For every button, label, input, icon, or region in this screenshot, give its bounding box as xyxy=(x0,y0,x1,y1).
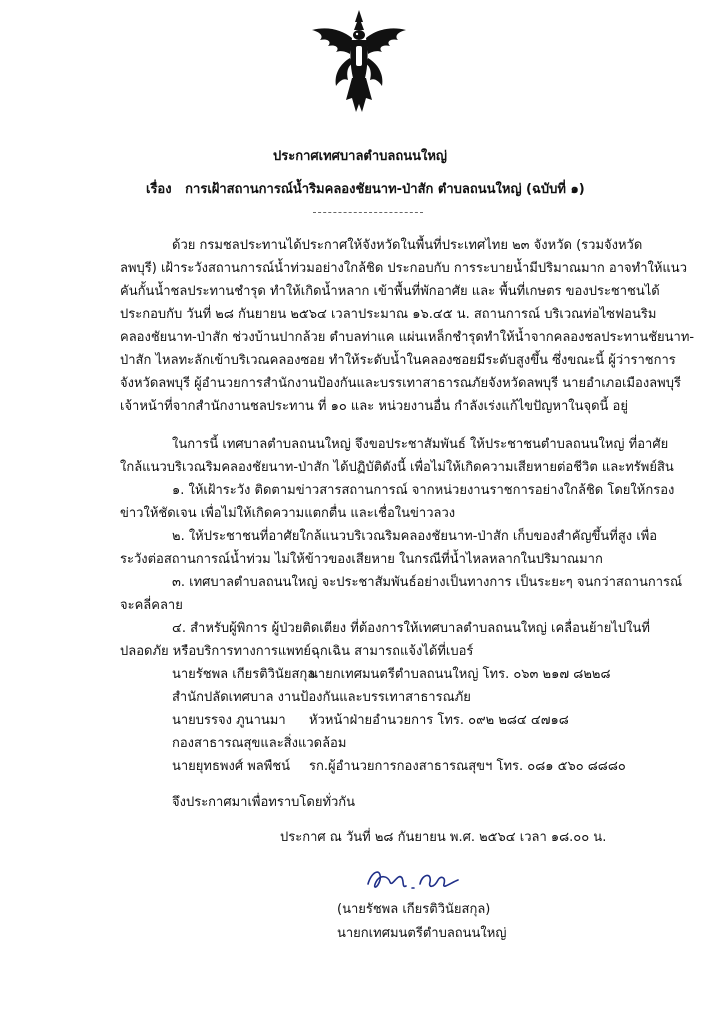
para1-line: ลพบุรี) เฝ้าระวังสถานการณ์น้ำท่วมอย่างใกล้ชิด ประกอบกับ การระบายน้ำมีปริมาณมาก อาจทำให้แนว xyxy=(120,261,687,276)
list-item: ข่าวให้ชัดเจน เพื่อไม่ให้เกิดความแตกตื่น และเชื่อในข่าวลวง xyxy=(120,506,456,521)
contact-org: กองสาธารณสุขและสิ่งแวดล้อม xyxy=(172,736,347,751)
contact-org: สำนักปลัดเทศบาล งานป้องกันและบรรเทาสาธารณภัย xyxy=(172,690,471,705)
para2-line: ใกล้แนวบริเวณริมคลองชัยนาท-ป่าสัก ได้ปฏิบัติดังนี้ เพื่อไม่ให้เกิดความเสียหายต่อชีวิต และทรัพย์สิน xyxy=(120,460,674,475)
para1-line: จังหวัดลพบุรี ผู้อำนวยการสำนักงานป้องกันและบรรเทาสาธารณภัยจังหวัดลพบุรี นายอำเภอเมืองลพบุรี xyxy=(120,376,681,391)
contact-name: นายยุทธพงศ์ พลพืชน์ xyxy=(172,759,291,774)
list-item: ระวังต่อสถานการณ์น้ำท่วม ไม่ให้ข้าวของเสียหาย ในกรณีที่น้ำไหลหลากในปริมาณมาก xyxy=(120,552,603,567)
list-item: ๑. ให้เฝ้าระวัง ติดตามข่าวสารสถานการณ์ จากหน่วยงานราชการอย่างใกล้ชิด โดยให้กรอง xyxy=(172,483,675,498)
contact-name: นายบรรจง ภูนานมา xyxy=(172,713,286,728)
signer-title: นายกเทศมนตรีตำบลถนนใหญ่ xyxy=(337,926,507,941)
signer-name: (นายรัชพล เกียรติวินัยสกุล) xyxy=(337,902,491,917)
announcement-date: ประกาศ ณ วันที่ ๒๘ กันยายน พ.ศ. ๒๕๖๔ เวลา ๑๘.๐๐ น. xyxy=(280,830,607,845)
page-title: ประกาศเทศบาลตำบลถนนใหญ่ xyxy=(272,149,448,164)
handwritten-signature xyxy=(362,862,472,896)
para1-line: เจ้าหน้าที่จากสำนักงานชลประทาน ที่ ๑๐ และ หน่วยงานอื่น กำลังเร่งแก้ไขปัญหาในจุดนี้ อยู่ xyxy=(120,399,628,414)
list-item: ๔. สำหรับผู้พิการ ผู้ป่วยติดเตียง ที่ต้องการให้เทศบาลตำบลถนนใหญ่ เคลื่อนย้ายไปในที่ xyxy=(172,621,650,636)
list-item: ๒. ให้ประชาชนที่อาศัยใกล้แนวบริเวณริมคลองชัยนาท-ป่าสัก เก็บของสำคัญขึ้นที่สูง เพื่อ xyxy=(172,529,658,544)
para1-line: ประกอบกับ วันที่ ๒๘ กันยายน ๒๕๖๔ เวลาประมาณ ๑๖.๔๕ น. สถานการณ์ บริเวณท่อไซฟอนริม xyxy=(120,307,657,322)
para1-line: คันกั้นน้ำชลประทานชำรุด ทำให้เกิดน้ำหลาก เข้าพื้นที่พักอาศัย และ พื้นที่เกษตร ของประชาชนได้ xyxy=(120,284,660,299)
subject-text: การเฝ้าสถานการณ์น้ำริมคลองชัยนาท-ป่าสัก ตำบลถนนใหญ่ (ฉบับที่ ๑) xyxy=(185,182,585,197)
list-item: จะคลี่คลาย xyxy=(120,598,183,613)
list-item: ปลอดภัย หรือบริการทางการแพทย์ฉุกเฉิน สามารถแจ้งได้ที่เบอร์ xyxy=(120,644,474,659)
subject-prefix: เรื่อง xyxy=(146,182,172,197)
para1-line: ด้วย กรมชลประทานได้ประกาศให้จังหวัดในพื้นที่ประเทศไทย ๒๓ จังหวัด (รวมจังหวัด xyxy=(172,238,643,253)
subject-line xyxy=(146,181,585,199)
contact-position: รก.ผู้อำนวยการกองสาธารณสุขฯ โทร. ๐๘๑ ๕๖๐ ๘๘๘๐ xyxy=(309,759,626,774)
contact-position: นายกเทศมนตรีตำบลถนนใหญ่ โทร. ๐๖๓ ๒๑๗ ๘๒๒๘ xyxy=(309,667,611,682)
list-item: ๓. เทศบาลตำบลถนนใหญ่ จะประชาสัมพันธ์อย่างเป็นทางการ เป็นระยะๆ จนกว่าสถานการณ์ xyxy=(172,575,683,590)
para2-line: ในการนี้ เทศบาลตำบลถนนใหญ่ จึงขอประชาสัมพันธ์ ให้ประชาชนตำบลถนนใหญ่ ที่อาศัย xyxy=(172,437,669,452)
contact-position: หัวหน้าฝ่ายอำนวยการ โทร. ๐๙๒ ๒๘๔ ๔๗๑๘ xyxy=(309,713,569,728)
para1-line: ป่าสัก ไหลทะลักเข้าบริเวณคลองซอย ทำให้ระดับน้ำในคลองซอยมีระดับสูงขึ้น ซึ่งขณะนี้ ผู้ว่าราชการ xyxy=(120,353,676,368)
para1-line: คลองชัยนาท-ป่าสัก ช่วงบ้านปากล้วย ตำบลท่าแค แผ่นเหล็กชำรุดทำให้น้ำจากคลองชลประทานชัยนาท- xyxy=(120,330,695,345)
contact-name: นายรัชพล เกียรติวินัยสกุล xyxy=(172,667,316,682)
title-divider xyxy=(313,212,423,213)
closing-statement: จึงประกาศมาเพื่อทราบโดยทั่วกัน xyxy=(172,795,356,810)
garuda-emblem-icon xyxy=(306,8,412,118)
